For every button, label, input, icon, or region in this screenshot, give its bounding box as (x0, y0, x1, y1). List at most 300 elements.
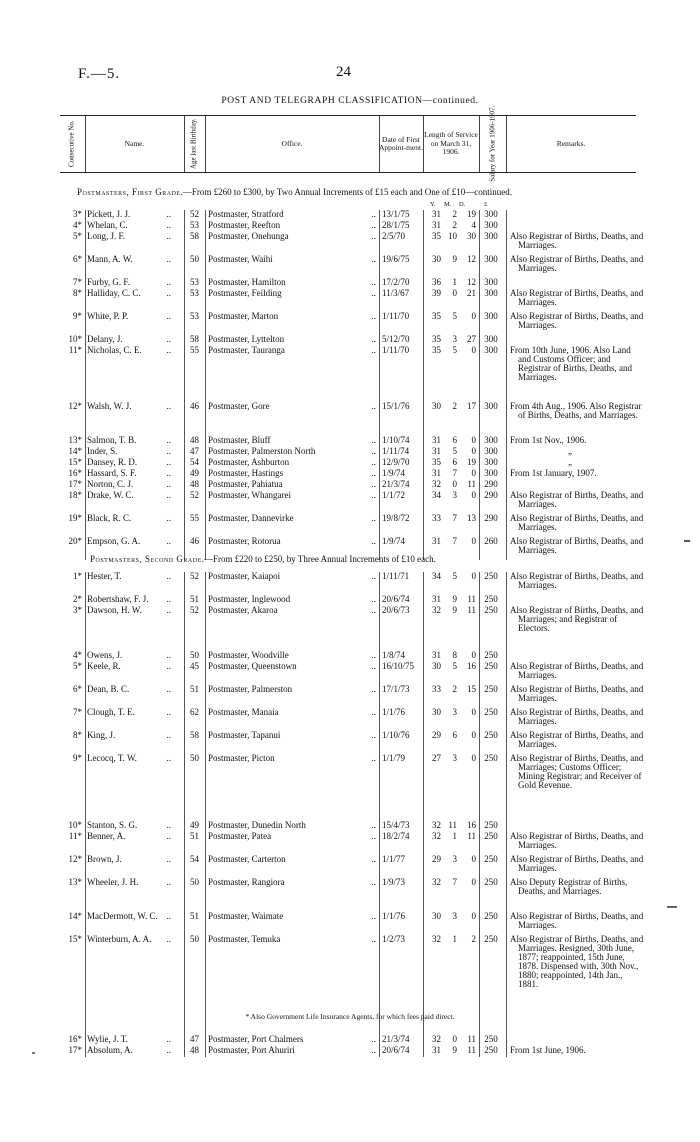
cell-salary-text: 300 (484, 345, 498, 355)
cell-no-text: 19* (68, 513, 82, 523)
cell-date-text: 1/8/74 (382, 650, 406, 660)
cell-m-text: 2 (452, 684, 457, 694)
cell-y (424, 821, 441, 830)
cell-y (424, 1035, 441, 1044)
cell-office (208, 855, 376, 864)
cell-name-text: Wheeler, J. H. (87, 877, 139, 887)
cell-salary (480, 595, 502, 604)
cell-d-text: 11 (467, 831, 476, 841)
leader-dots: .. (371, 220, 376, 230)
table-row (60, 684, 644, 708)
column-rule (184, 210, 185, 560)
table-row (60, 210, 636, 221)
cell-y-text: 35 (432, 311, 441, 321)
cell-salary (480, 210, 502, 219)
cell-age (186, 436, 203, 445)
leader-dots: .. (371, 277, 376, 287)
cell-no-text: 11* (68, 831, 82, 841)
cell-salary-text: 300 (484, 288, 498, 298)
cell-m (441, 491, 457, 500)
cell-m-text: 5 (452, 661, 457, 671)
cell-remarks: Also Registrar of Births, Deaths, and Marriages. Resigned, 30th June, 1877; reappointed, 15th June, 1878. Dispensed with, 30th Nov., 1880; reappointed, 14th Jan., 1881. (510, 934, 644, 989)
cell-no (60, 878, 82, 887)
cell-date-text: 2/5/70 (382, 231, 406, 241)
cell-office (208, 289, 376, 298)
cell-d (457, 480, 476, 489)
cell-no (60, 335, 82, 344)
cell-office-text: Postmaster, Palmerston North (208, 446, 316, 456)
leader-dots: .. (166, 605, 171, 615)
cell-date (382, 289, 420, 298)
cell-no (60, 595, 82, 604)
cell-name (87, 278, 171, 287)
leader-dots: .. (166, 311, 171, 321)
cell-office (208, 436, 376, 445)
cell-age-text: 48 (190, 1045, 199, 1055)
cell-name-text: Salmon, T. B. (87, 435, 137, 445)
cell-salary (480, 255, 502, 264)
cell-m-text: 7 (452, 468, 457, 478)
cell-y-text: 29 (432, 854, 441, 864)
cell-d (457, 232, 476, 241)
cell-age-text: 51 (190, 911, 199, 921)
scan-speck (667, 906, 677, 908)
cell-name-text: Benner, A. (87, 831, 126, 841)
cell-office-text: Postmaster, Rangiora (208, 877, 285, 887)
cell-office-text: Postmaster, Woodville (208, 650, 289, 660)
cell-no (60, 221, 82, 230)
cell-office (208, 935, 376, 944)
cell-date (382, 1046, 420, 1055)
cell-date-text: 11/3/67 (382, 288, 410, 298)
cell-age (186, 754, 203, 763)
cell-salary-text: 250 (484, 1034, 498, 1044)
cell-salary-text: 300 (484, 254, 498, 264)
cell-m-text: 2 (452, 401, 457, 411)
leader-dots: .. (371, 288, 376, 298)
cell-office-text: Postmaster, Waimate (208, 911, 284, 921)
cell-m (441, 935, 457, 944)
header-name: Name. (124, 138, 145, 148)
cell-office (208, 1035, 376, 1044)
cell-y (424, 491, 441, 500)
cell-d-text: 27 (467, 334, 476, 344)
cell-salary (480, 469, 502, 478)
cell-d (457, 491, 476, 500)
cell-date-text: 1/1/76 (382, 707, 406, 717)
cell-y-text: 31 (432, 435, 441, 445)
cell-y (424, 606, 441, 615)
cell-age (186, 821, 203, 830)
cell-d-text: 0 (471, 877, 476, 887)
cell-no-text: 15* (68, 457, 82, 467)
cell-salary (480, 878, 502, 887)
cell-y-text: 31 (432, 536, 441, 546)
cell-y (424, 878, 441, 887)
cell-date-text: 17/1/73 (382, 684, 410, 694)
cell-name (87, 346, 171, 355)
cell-y-text: 30 (432, 401, 441, 411)
cell-m (441, 458, 457, 467)
cell-office-text: Postmaster, Bluff (208, 435, 271, 445)
column-rule (423, 210, 424, 560)
cell-age (186, 855, 203, 864)
cell-date (382, 606, 420, 615)
cell-y (424, 572, 441, 581)
cell-remarks: „ (568, 446, 572, 456)
cell-name (87, 708, 171, 717)
cell-salary-text: 300 (484, 209, 498, 219)
table-header (60, 105, 636, 183)
cell-salary (480, 651, 502, 660)
cell-salary-text: 250 (484, 571, 498, 581)
table-row (60, 878, 636, 912)
cell-name-text: Furby, G. F. (87, 277, 130, 287)
cell-office-text: Postmaster, Waihi (208, 254, 273, 264)
cell-date-text: 1/1/76 (382, 911, 406, 921)
cell-date (382, 855, 420, 864)
leader-dots: .. (166, 345, 171, 355)
cell-y-text: 36 (432, 277, 441, 287)
cell-date-text: 13/1/75 (382, 209, 410, 219)
cell-date (382, 402, 420, 411)
cell-remarks: Also Registrar of Births, Deaths, and Marriages; Customs Officer; Mining Registrar; and Receiver of Gold Revenue. (510, 753, 644, 790)
cell-age (186, 832, 203, 841)
cell-no (60, 514, 82, 523)
cell-y (424, 1046, 441, 1055)
cell-m (441, 436, 457, 445)
leader-dots: .. (166, 877, 171, 887)
cell-m (441, 255, 457, 264)
column-rule (85, 210, 86, 560)
cell-m (441, 832, 457, 841)
header-remarks: Remarks. (556, 138, 586, 148)
column-rule (423, 572, 424, 1057)
cell-age-text: 52 (190, 490, 199, 500)
cell-d-text: 11 (467, 479, 476, 489)
cell-y (424, 335, 441, 344)
cell-age (186, 289, 203, 298)
cell-no-text: 6* (73, 684, 82, 694)
cell-age (186, 255, 203, 264)
cell-office-text: Postmaster, Inglewood (208, 594, 291, 604)
cell-salary (480, 436, 502, 445)
cell-salary-text: 250 (484, 911, 498, 921)
leader-dots: .. (371, 820, 376, 830)
cell-date-text: 21/3/74 (382, 479, 410, 489)
cell-y-text: 39 (432, 288, 441, 298)
leader-dots: .. (371, 513, 376, 523)
table-row (60, 490, 644, 514)
cell-date (382, 458, 420, 467)
table-row (60, 854, 644, 878)
leader-dots: .. (166, 457, 171, 467)
cell-name (87, 731, 171, 740)
cell-age (186, 312, 203, 321)
cell-age-text: 54 (190, 854, 199, 864)
cell-age-text: 50 (190, 934, 199, 944)
cell-no-text: 17* (68, 1045, 82, 1055)
cell-m-text: 5 (452, 571, 457, 581)
cell-salary (480, 1035, 502, 1044)
cell-y-text: 31 (432, 594, 441, 604)
cell-d (457, 708, 476, 717)
cell-d (457, 289, 476, 298)
cell-name (87, 821, 171, 830)
cell-name (87, 651, 171, 660)
cell-no-text: 13* (68, 877, 82, 887)
cell-date-text: 21/3/74 (382, 1034, 410, 1044)
cell-office (208, 458, 376, 467)
cell-salary-text: 250 (484, 650, 498, 660)
cell-office-text: Postmaster, Picton (208, 753, 275, 763)
cell-y-text: 33 (432, 513, 441, 523)
cell-name-text: Wylie, J. T. (87, 1034, 128, 1044)
cell-office (208, 572, 376, 581)
leader-dots: .. (371, 231, 376, 241)
cell-y-text: 32 (432, 479, 441, 489)
cell-age-text: 46 (190, 536, 199, 546)
cell-d (457, 447, 476, 456)
table-row (60, 831, 644, 855)
cell-m-text: 3 (452, 490, 457, 500)
cell-d-text: 13 (467, 513, 476, 523)
header-date: Date of First Appoint-ment. (379, 134, 423, 152)
cell-no-text: 6* (73, 254, 82, 264)
cell-y (424, 514, 441, 523)
cell-date (382, 480, 420, 489)
cell-date (382, 232, 420, 241)
column-rule (479, 572, 480, 1057)
cell-m-text: 6 (452, 457, 457, 467)
cell-name-text: Long, J. F. (87, 231, 126, 241)
table-row (60, 605, 644, 651)
cell-date-text: 17/2/70 (382, 277, 410, 287)
cell-d (457, 651, 476, 660)
cell-office-text: Postmaster, Port Chalmers (208, 1034, 304, 1044)
cell-y-text: 33 (432, 684, 441, 694)
cell-y (424, 754, 441, 763)
cell-age-text: 50 (190, 254, 199, 264)
leader-dots: .. (166, 401, 171, 411)
unit-years: Y. (430, 201, 436, 208)
cell-age (186, 572, 203, 581)
cell-remarks: Also Registrar of Births, Deaths, and Marriages. (510, 231, 644, 250)
cell-d-text: 0 (471, 468, 476, 478)
cell-no-text: 12* (68, 401, 82, 411)
cell-y (424, 447, 441, 456)
cell-y (424, 537, 441, 546)
cell-date (382, 685, 420, 694)
cell-name (87, 935, 171, 944)
cell-salary-text: 250 (484, 854, 498, 864)
cell-y-text: 32 (432, 820, 441, 830)
cell-name-text: King, J. (87, 730, 116, 740)
cell-name (87, 312, 171, 321)
leader-dots: .. (166, 707, 171, 717)
cell-office-text: Postmaster, Patea (208, 831, 272, 841)
cell-y (424, 832, 441, 841)
leader-dots: .. (371, 401, 376, 411)
leader-dots: .. (166, 911, 171, 921)
cell-office (208, 335, 376, 344)
cell-age-text: 55 (190, 345, 199, 355)
table-row (60, 254, 644, 278)
cell-office-text: Postmaster, Gore (208, 401, 270, 411)
cell-office-text: Postmaster, Whangarei (208, 490, 291, 500)
cell-age (186, 210, 203, 219)
cell-y (424, 221, 441, 230)
cell-m (441, 572, 457, 581)
leader-dots: .. (371, 877, 376, 887)
cell-m (441, 289, 457, 298)
cell-date (382, 754, 420, 763)
leader-dots: .. (166, 934, 171, 944)
cell-office-text: Postmaster, Queenstown (208, 661, 297, 671)
cell-name (87, 595, 171, 604)
cell-salary (480, 447, 502, 456)
cell-name (87, 232, 171, 241)
cell-office (208, 878, 376, 887)
cell-salary (480, 312, 502, 321)
cell-m-text: 3 (452, 753, 457, 763)
table-row (60, 436, 636, 447)
cell-d (457, 278, 476, 287)
cell-remarks: From 1st Nov., 1906. (510, 435, 587, 445)
cell-y-text: 31 (432, 446, 441, 456)
cell-age (186, 480, 203, 489)
cell-name-text: Robertshaw, F. J. (87, 594, 149, 604)
cell-no (60, 662, 82, 671)
table-row (60, 730, 644, 754)
cell-m-text: 6 (452, 730, 457, 740)
leader-dots: .. (166, 831, 171, 841)
cell-no-text: 2* (73, 594, 82, 604)
cell-m (441, 685, 457, 694)
cell-date (382, 912, 420, 921)
cell-d (457, 312, 476, 321)
cell-date (382, 537, 420, 546)
cell-y (424, 595, 441, 604)
cell-m (441, 912, 457, 921)
cell-name (87, 878, 171, 887)
cell-no-text: 9* (73, 753, 82, 763)
cell-no (60, 685, 82, 694)
leader-dots: .. (371, 435, 376, 445)
cell-d-text: 0 (471, 911, 476, 921)
leader-dots: .. (166, 820, 171, 830)
cell-name-text: Inder, S. (87, 446, 118, 456)
cell-office-text: Postmaster, Rotorua (208, 536, 281, 546)
cell-m (441, 855, 457, 864)
cell-age-text: 51 (190, 684, 199, 694)
cell-salary-text: 250 (484, 877, 498, 887)
page-number: 24 (336, 64, 351, 80)
cell-remarks: Also Registrar of Births, Deaths, and Marriages. (510, 707, 644, 726)
cell-no (60, 1046, 82, 1055)
cell-name (87, 855, 171, 864)
cell-d-text: 11 (467, 605, 476, 615)
cell-name-text: Walsh, W. J. (87, 401, 132, 411)
cell-salary (480, 289, 502, 298)
leader-dots: .. (371, 334, 376, 344)
cell-m-text: 2 (452, 220, 457, 230)
leader-dots: .. (166, 1034, 171, 1044)
cell-d-text: 4 (471, 220, 476, 230)
cell-m-text: 3 (452, 707, 457, 717)
cell-remarks: „ (568, 457, 572, 467)
cell-office-text: Postmaster, Stratford (208, 209, 284, 219)
cell-no-text: 20* (68, 536, 82, 546)
cell-m-text: 5 (452, 311, 457, 321)
leader-dots: .. (371, 854, 376, 864)
leader-dots: .. (166, 753, 171, 763)
leader-dots: .. (166, 661, 171, 671)
page-title: POST AND TELEGRAPH CLASSIFICATION—continued. (221, 96, 479, 106)
cell-office (208, 685, 376, 694)
cell-age (186, 469, 203, 478)
cell-name-text: Hester, T. (87, 571, 122, 581)
cell-y-text: 34 (432, 490, 441, 500)
cell-office (208, 731, 376, 740)
cell-y-text: 32 (432, 877, 441, 887)
cell-d-text: 0 (471, 854, 476, 864)
cell-no-text: 4* (73, 220, 82, 230)
cell-salary-text: 300 (484, 220, 498, 230)
cell-m-text: 1 (452, 831, 457, 841)
cell-salary-text: 260 (484, 536, 498, 546)
cell-date (382, 595, 420, 604)
cell-remarks: Also Registrar of Births, Deaths, and Marriages. (510, 911, 644, 930)
cell-age-text: 58 (190, 231, 199, 241)
cell-salary (480, 346, 502, 355)
cell-remarks: Also Registrar of Births, Deaths, and Marriages. (510, 854, 644, 873)
unit-months: M. (444, 201, 452, 208)
cell-age-text: 47 (190, 1034, 199, 1044)
cell-date (382, 935, 420, 944)
cell-no-text: 3* (73, 209, 82, 219)
cell-m (441, 595, 457, 604)
cell-remarks: Also Registrar of Births, Deaths, and Marriages. (510, 513, 644, 532)
cell-date-text: 15/4/73 (382, 820, 410, 830)
cell-name (87, 210, 171, 219)
cell-age-text: 54 (190, 457, 199, 467)
cell-y (424, 708, 441, 717)
table-row (60, 447, 636, 458)
cell-name-text: Stanton, S. G. (87, 820, 138, 830)
cell-age (186, 912, 203, 921)
cell-m-text: 7 (452, 877, 457, 887)
cell-age (186, 447, 203, 456)
cell-date (382, 210, 420, 219)
cell-salary (480, 458, 502, 467)
leader-dots: .. (371, 594, 376, 604)
cell-y-text: 31 (432, 650, 441, 660)
cell-m-text: 6 (452, 435, 457, 445)
cell-y-text: 35 (432, 231, 441, 241)
cell-salary-text: 300 (484, 446, 498, 456)
cell-name-text: Dansey, R. D. (87, 457, 138, 467)
table-row (60, 288, 644, 312)
cell-no (60, 935, 82, 944)
cell-salary (480, 685, 502, 694)
cell-date (382, 221, 420, 230)
cell-d-text: 15 (467, 684, 476, 694)
cell-m-text: 7 (452, 513, 457, 523)
cell-d (457, 731, 476, 740)
cell-d (457, 458, 476, 467)
cell-name (87, 289, 171, 298)
